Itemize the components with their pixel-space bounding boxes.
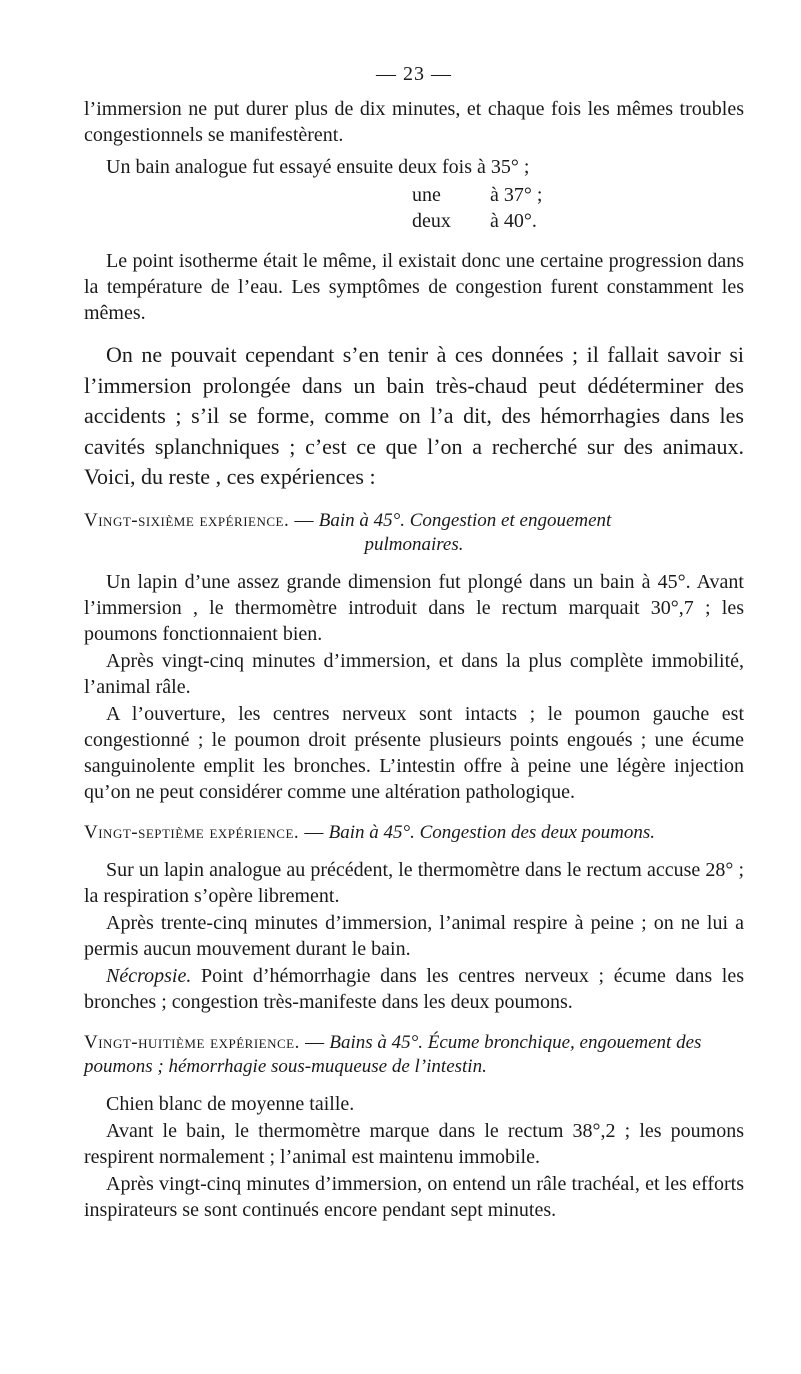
experiment-26-body bbox=[84, 569, 744, 805]
experiment-27-paragraph: Après trente-cinq minutes d’immersion, l’animal respire à peine ; on ne lui a permis aucun mouvement durant le bain. bbox=[84, 911, 744, 960]
paragraph-intro-experiments: On ne pouvait cependant s’en tenir à ces données ; il fallait savoir si l’immersion prolongée dans un bain très-chaud peut dédéterminer des accidents ; s’il se forme, comme on l’a dit, des hémorrhagies dans les cavités splanchniques ; c’est ce que l’on a recherché sur des animaux. Voici, du reste , ces expériences : bbox=[84, 342, 744, 489]
experiment-28-body bbox=[84, 1091, 744, 1223]
experiment-26-heading bbox=[84, 509, 744, 557]
experiment-27-label: Vingt-septième expérience. — bbox=[84, 821, 324, 843]
temperature-value: à 40°. bbox=[490, 210, 537, 232]
experiment-27-body bbox=[84, 857, 744, 1015]
experiment-28-paragraph: Avant le bain, le thermomètre marque dans le rectum 38°,2 ; les poumons respirent normalement ; l’animal est maintenu immobile. bbox=[84, 1119, 744, 1168]
experiment-27-title: Bain à 45°. Congestion des deux poumons. bbox=[328, 821, 656, 843]
experiment-28-label: Vingt-huitième expérience. — bbox=[84, 1031, 325, 1053]
temperature-row bbox=[84, 208, 744, 234]
experiment-26-paragraph: Après vingt-cinq minutes d’immersion, et dans la plus complète immobilité, l’animal râle. bbox=[84, 649, 744, 698]
experiment-26-label: Vingt-sixième expérience. — bbox=[84, 509, 315, 531]
paragraph-isotherm: Le point isotherme était le même, il existait donc une certaine progression dans la température de l’eau. Les symptômes de congestion furent constamment les mêmes. bbox=[84, 250, 744, 324]
temperature-list bbox=[84, 182, 744, 234]
temperature-value: à 37° ; bbox=[490, 184, 543, 206]
necropsy-text: Point d’hémorrhagie dans les centres nerveux ; écume dans les bronches ; congestion très-manifeste dans les deux poumons. bbox=[84, 964, 744, 1013]
experiment-28-heading bbox=[84, 1031, 744, 1079]
experiment-27-necropsy bbox=[84, 963, 744, 1015]
experiment-26-paragraph: Un lapin d’une assez grande dimension fut plongé dans un bain à 45°. Avant l’immersion , le thermomètre introduit dans le rectum marquait 30°,7 ; les poumons fonctionnaient bien. bbox=[84, 570, 744, 645]
text-column bbox=[84, 62, 744, 1223]
temperature-count: une bbox=[412, 184, 441, 206]
paragraph-continuation: l’immersion ne put durer plus de dix minutes, et chaque fois les mêmes troubles congestionnels se manifestèrent. bbox=[84, 98, 744, 146]
temperature-count: deux bbox=[412, 210, 451, 232]
experiment-26-paragraph: A l’ouverture, les centres nerveux sont intacts ; le poumon gauche est congestionné ; le poumon droit présente plusieurs points engoués ; une écume sanguinolente emplit les bronches. L’intestin offre à peine une légère injection qu’on ne peut considérer comme une altération pathologique. bbox=[84, 702, 744, 803]
page-number: — 23 — bbox=[376, 63, 452, 85]
experiment-28-paragraph: Après vingt-cinq minutes d’immersion, on entend un râle trachéal, et les efforts inspirateurs se sont continués encore pendant sept minutes. bbox=[84, 1172, 744, 1221]
experiment-28-title: Bains à 45°. Écume bronchique, engouement des poumons ; hémorrhagie sous-muqueuse de l’intestin. bbox=[84, 1031, 702, 1077]
paragraph-bath-repeat: Un bain analogue fut essayé ensuite deux fois à 35° ; bbox=[106, 156, 530, 178]
temperature-row bbox=[84, 182, 744, 208]
experiment-28-paragraph: Chien blanc de moyenne taille. bbox=[106, 1092, 355, 1115]
experiment-27-paragraph: Sur un lapin analogue au précédent, le thermomètre dans le rectum accuse 28° ; la respiration s’opère librement. bbox=[84, 858, 744, 907]
experiment-27-heading bbox=[84, 821, 744, 845]
experiment-26-title-cont: pulmonaires. bbox=[364, 533, 464, 555]
experiment-26-title: Bain à 45°. Congestion et engouement bbox=[318, 509, 612, 531]
necropsy-label: Nécropsie. bbox=[106, 964, 192, 987]
